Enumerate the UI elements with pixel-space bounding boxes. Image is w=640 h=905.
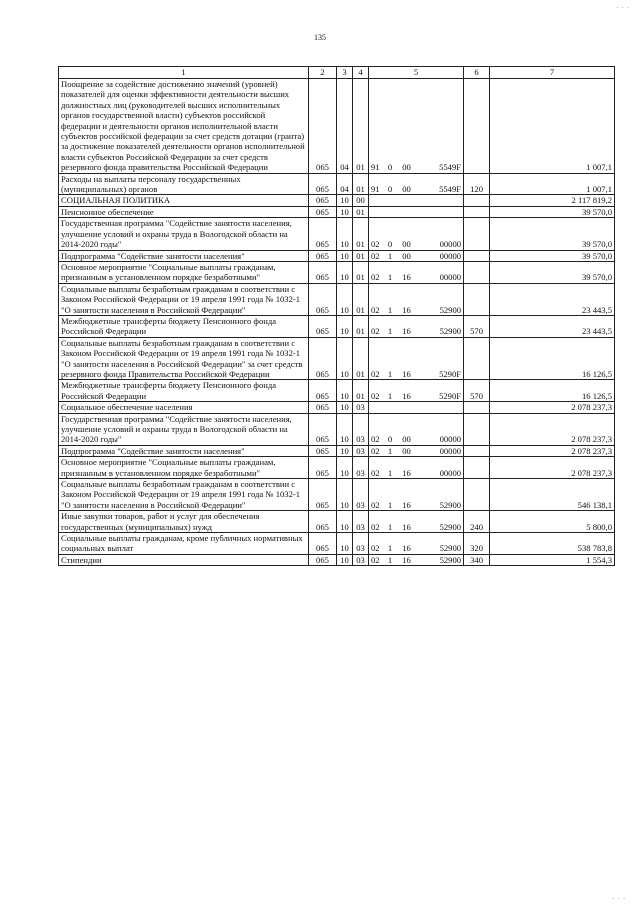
program-code: 02 [369,533,383,555]
section-code: 10 [337,402,353,413]
table-row [59,402,615,413]
expense-kind-code [464,206,490,217]
subprogram-code: 0 [383,413,398,445]
direction-code: 5290F [416,337,464,380]
admin-code: 065 [309,261,337,283]
scan-mark-bottom: . . . [612,893,626,901]
program-code: 02 [369,457,383,479]
main-activity-code: 00 [398,218,416,250]
direction-code: 00000 [416,457,464,479]
program-code: 02 [369,261,383,283]
table-row [59,261,615,283]
subsection-code: 00 [353,195,369,206]
main-activity-code: 16 [398,380,416,402]
table-row [59,413,615,445]
subprogram-code: 1 [383,283,398,315]
program-code: 02 [369,315,383,337]
expense-kind-code [464,79,490,174]
main-activity-code [398,206,416,217]
header-col-1: 1 [59,67,309,79]
amount: 39 570,0 [490,261,615,283]
subsection-code: 01 [353,380,369,402]
subprogram-code [383,206,398,217]
section-code: 04 [337,79,353,174]
admin-code: 065 [309,445,337,456]
page-number: 135 [314,33,326,42]
direction-code: 00000 [416,261,464,283]
table-row [59,533,615,555]
expense-kind-code [464,445,490,456]
main-activity-code: 16 [398,283,416,315]
amount: 2 117 819,2 [490,195,615,206]
direction-code: 00000 [416,445,464,456]
direction-code: 00000 [416,218,464,250]
section-code: 10 [337,250,353,261]
program-code: 02 [369,554,383,565]
main-activity-code: 00 [398,413,416,445]
header-col-4: 4 [353,67,369,79]
amount: 1 007,1 [490,173,615,195]
header-col-3: 3 [337,67,353,79]
table-row [59,445,615,456]
admin-code: 065 [309,218,337,250]
admin-code: 065 [309,479,337,511]
program-code: 02 [369,250,383,261]
subprogram-code: 0 [383,218,398,250]
expense-kind-code: 240 [464,511,490,533]
main-activity-code: 00 [398,79,416,174]
subsection-code: 01 [353,283,369,315]
direction-code: 52900 [416,283,464,315]
direction-code: 52900 [416,554,464,565]
program-code: 02 [369,380,383,402]
row-name: Стипендии [59,554,309,565]
main-activity-code: 16 [398,554,416,565]
subprogram-code: 1 [383,554,398,565]
direction-code: 5549F [416,173,464,195]
row-name: Расходы на выплаты персоналу государственных (муниципальных) органов [59,173,309,195]
section-code: 04 [337,173,353,195]
admin-code: 065 [309,554,337,565]
subsection-code: 01 [353,250,369,261]
program-code: 91 [369,79,383,174]
subprogram-code [383,402,398,413]
section-code: 10 [337,380,353,402]
table-row [59,380,615,402]
main-activity-code: 16 [398,261,416,283]
expense-kind-code [464,261,490,283]
main-activity-code: 16 [398,479,416,511]
section-code: 10 [337,337,353,380]
subsection-code: 01 [353,79,369,174]
header-col-7: 7 [490,67,615,79]
main-activity-code: 16 [398,457,416,479]
main-activity-code: 00 [398,173,416,195]
program-code: 02 [369,413,383,445]
program-code [369,195,383,206]
main-activity-code [398,195,416,206]
table-row [59,218,615,250]
admin-code: 065 [309,337,337,380]
amount: 2 078 237,3 [490,402,615,413]
table-row [59,457,615,479]
subsection-code: 01 [353,261,369,283]
admin-code: 065 [309,380,337,402]
subsection-code: 01 [353,315,369,337]
program-code: 02 [369,511,383,533]
amount: 5 800,0 [490,511,615,533]
program-code [369,206,383,217]
amount: 2 078 237,3 [490,445,615,456]
amount: 23 443,5 [490,315,615,337]
direction-code: 52900 [416,511,464,533]
expense-kind-code [464,337,490,380]
expense-kind-code: 570 [464,380,490,402]
table-row [59,173,615,195]
row-name: Социальные выплаты гражданам, кроме публичных нормативных социальных выплат [59,533,309,555]
subprogram-code: 1 [383,457,398,479]
section-code: 10 [337,479,353,511]
expense-kind-code [464,195,490,206]
row-name: Социальные выплаты безработным гражданам в соответствии с Законом Российской Федерации от 19 апреля 1991 года № 1032-1 "О занятости населения в Российской Федерации" [59,479,309,511]
amount: 2 078 237,3 [490,413,615,445]
direction-code: 52900 [416,315,464,337]
admin-code: 065 [309,283,337,315]
table-row [59,511,615,533]
table-body [59,79,615,566]
row-name: Подпрограмма "Содействие занятости населения" [59,445,309,456]
section-code: 10 [337,206,353,217]
section-code: 10 [337,533,353,555]
admin-code: 065 [309,413,337,445]
admin-code: 065 [309,457,337,479]
subsection-code: 03 [353,511,369,533]
section-code: 10 [337,413,353,445]
program-code: 02 [369,218,383,250]
section-code: 10 [337,283,353,315]
section-code: 10 [337,218,353,250]
row-name: Основное мероприятие "Социальные выплаты гражданам, признанным в установленном порядке безработными" [59,261,309,283]
table-row [59,250,615,261]
amount: 16 126,5 [490,380,615,402]
table-row [59,337,615,380]
direction-code [416,206,464,217]
section-code: 10 [337,554,353,565]
direction-code: 52900 [416,533,464,555]
subsection-code: 01 [353,337,369,380]
subprogram-code [383,195,398,206]
row-name: Межбюджетные трансферты бюджету Пенсионного фонда Российской Федерации [59,315,309,337]
main-activity-code: 16 [398,533,416,555]
subsection-code: 03 [353,457,369,479]
section-code: 10 [337,445,353,456]
admin-code: 065 [309,315,337,337]
subsection-code: 03 [353,445,369,456]
header-row [59,67,615,79]
amount: 39 570,0 [490,250,615,261]
subprogram-code: 0 [383,79,398,174]
direction-code: 00000 [416,413,464,445]
subprogram-code: 1 [383,337,398,380]
table-row [59,479,615,511]
amount: 2 078 237,3 [490,457,615,479]
direction-code [416,402,464,413]
amount: 39 570,0 [490,206,615,217]
subprogram-code: 1 [383,445,398,456]
expense-kind-code [464,402,490,413]
amount: 16 126,5 [490,337,615,380]
table-row [59,283,615,315]
expense-kind-code [464,457,490,479]
amount: 1 007,1 [490,79,615,174]
admin-code: 065 [309,206,337,217]
subprogram-code: 1 [383,250,398,261]
subprogram-code: 1 [383,511,398,533]
section-code: 10 [337,315,353,337]
row-name: Подпрограмма "Содействие занятости населения" [59,250,309,261]
section-code: 10 [337,511,353,533]
row-name: Межбюджетные трансферты бюджету Пенсионного фонда Российской Федерации [59,380,309,402]
header-col-5: 5 [369,67,464,79]
subsection-code: 03 [353,413,369,445]
main-activity-code: 00 [398,445,416,456]
header-col-6: 6 [464,67,490,79]
subsection-code: 01 [353,206,369,217]
amount: 39 570,0 [490,218,615,250]
subprogram-code: 1 [383,315,398,337]
expense-kind-code [464,479,490,511]
expense-kind-code [464,283,490,315]
subsection-code: 01 [353,218,369,250]
expense-kind-code [464,413,490,445]
section-code: 10 [337,261,353,283]
amount: 23 443,5 [490,283,615,315]
main-activity-code: 16 [398,511,416,533]
row-name: Государственная программа "Содействие занятости населения, улучшение условий и охраны труда в Вологодской области на 2014-2020 годы" [59,413,309,445]
admin-code: 065 [309,79,337,174]
subprogram-code: 1 [383,380,398,402]
program-code: 02 [369,445,383,456]
table-row [59,315,615,337]
subprogram-code: 1 [383,479,398,511]
direction-code: 5549F [416,79,464,174]
section-code: 10 [337,457,353,479]
expense-kind-code: 340 [464,554,490,565]
direction-code: 00000 [416,250,464,261]
expense-kind-code: 120 [464,173,490,195]
subsection-code: 03 [353,402,369,413]
table-row [59,195,615,206]
program-code: 02 [369,283,383,315]
table-row [59,554,615,565]
program-code [369,402,383,413]
expense-kind-code [464,218,490,250]
admin-code: 065 [309,533,337,555]
budget-table [58,66,615,566]
direction-code: 52900 [416,479,464,511]
subprogram-code: 1 [383,261,398,283]
header-col-2: 2 [309,67,337,79]
admin-code: 065 [309,511,337,533]
row-name: Поощрение за содействие достижению значений (уровней) показателей для оценки эффективности деятельности высших должностных лиц (руководителей высших исполнительных органов государственной власти) субъектов российской федерации и деятельности органов исполнительной власти субъектов российской федерации за счет средств дотации (гранта) за достижение показателей деятельности органов исполнительной власти субъектов Российской Федерации за счет средств резервного фонда правительства Российской Федерации [59,79,309,174]
admin-code: 065 [309,250,337,261]
direction-code [416,195,464,206]
expense-kind-code: 320 [464,533,490,555]
amount: 538 783,8 [490,533,615,555]
program-code: 91 [369,173,383,195]
admin-code: 065 [309,173,337,195]
subsection-code: 01 [353,173,369,195]
expense-kind-code: 570 [464,315,490,337]
main-activity-code: 00 [398,250,416,261]
subsection-code: 03 [353,479,369,511]
scan-mark-top: . . . [616,2,630,10]
row-name: Государственная программа "Содействие занятости населения, улучшение условий и охраны труда в Вологодской области на 2014-2020 годы" [59,218,309,250]
section-code: 10 [337,195,353,206]
main-activity-code: 16 [398,315,416,337]
subprogram-code: 0 [383,173,398,195]
row-name: Основное мероприятие "Социальные выплаты гражданам, признанным в установленном порядке безработными" [59,457,309,479]
row-name: Социальные выплаты безработным гражданам в соответствии с Законом Российской Федерации от 19 апреля 1991 года № 1032-1 "О занятости населения в Российской Федерации" за счет средств резервного фонда Правительства Российской Федерации [59,337,309,380]
row-name: Социальные выплаты безработным гражданам в соответствии с Законом Российской Федерации от 19 апреля 1991 года № 1032-1 "О занятости населения в Российской Федерации" [59,283,309,315]
main-activity-code: 16 [398,337,416,380]
program-code: 02 [369,479,383,511]
program-code: 02 [369,337,383,380]
table-row [59,79,615,174]
row-name: Иные закупки товаров, работ и услуг для обеспечения государственных (муниципальных) нужд [59,511,309,533]
row-name: Пенсионное обеспечение [59,206,309,217]
subprogram-code: 1 [383,533,398,555]
amount: 1 554,3 [490,554,615,565]
row-name: СОЦИАЛЬНАЯ ПОЛИТИКА [59,195,309,206]
subsection-code: 03 [353,533,369,555]
admin-code: 065 [309,402,337,413]
row-name: Социальное обеспечение населения [59,402,309,413]
table-row [59,206,615,217]
direction-code: 5290F [416,380,464,402]
expense-kind-code [464,250,490,261]
amount: 546 138,1 [490,479,615,511]
main-activity-code [398,402,416,413]
admin-code: 065 [309,195,337,206]
subsection-code: 03 [353,554,369,565]
